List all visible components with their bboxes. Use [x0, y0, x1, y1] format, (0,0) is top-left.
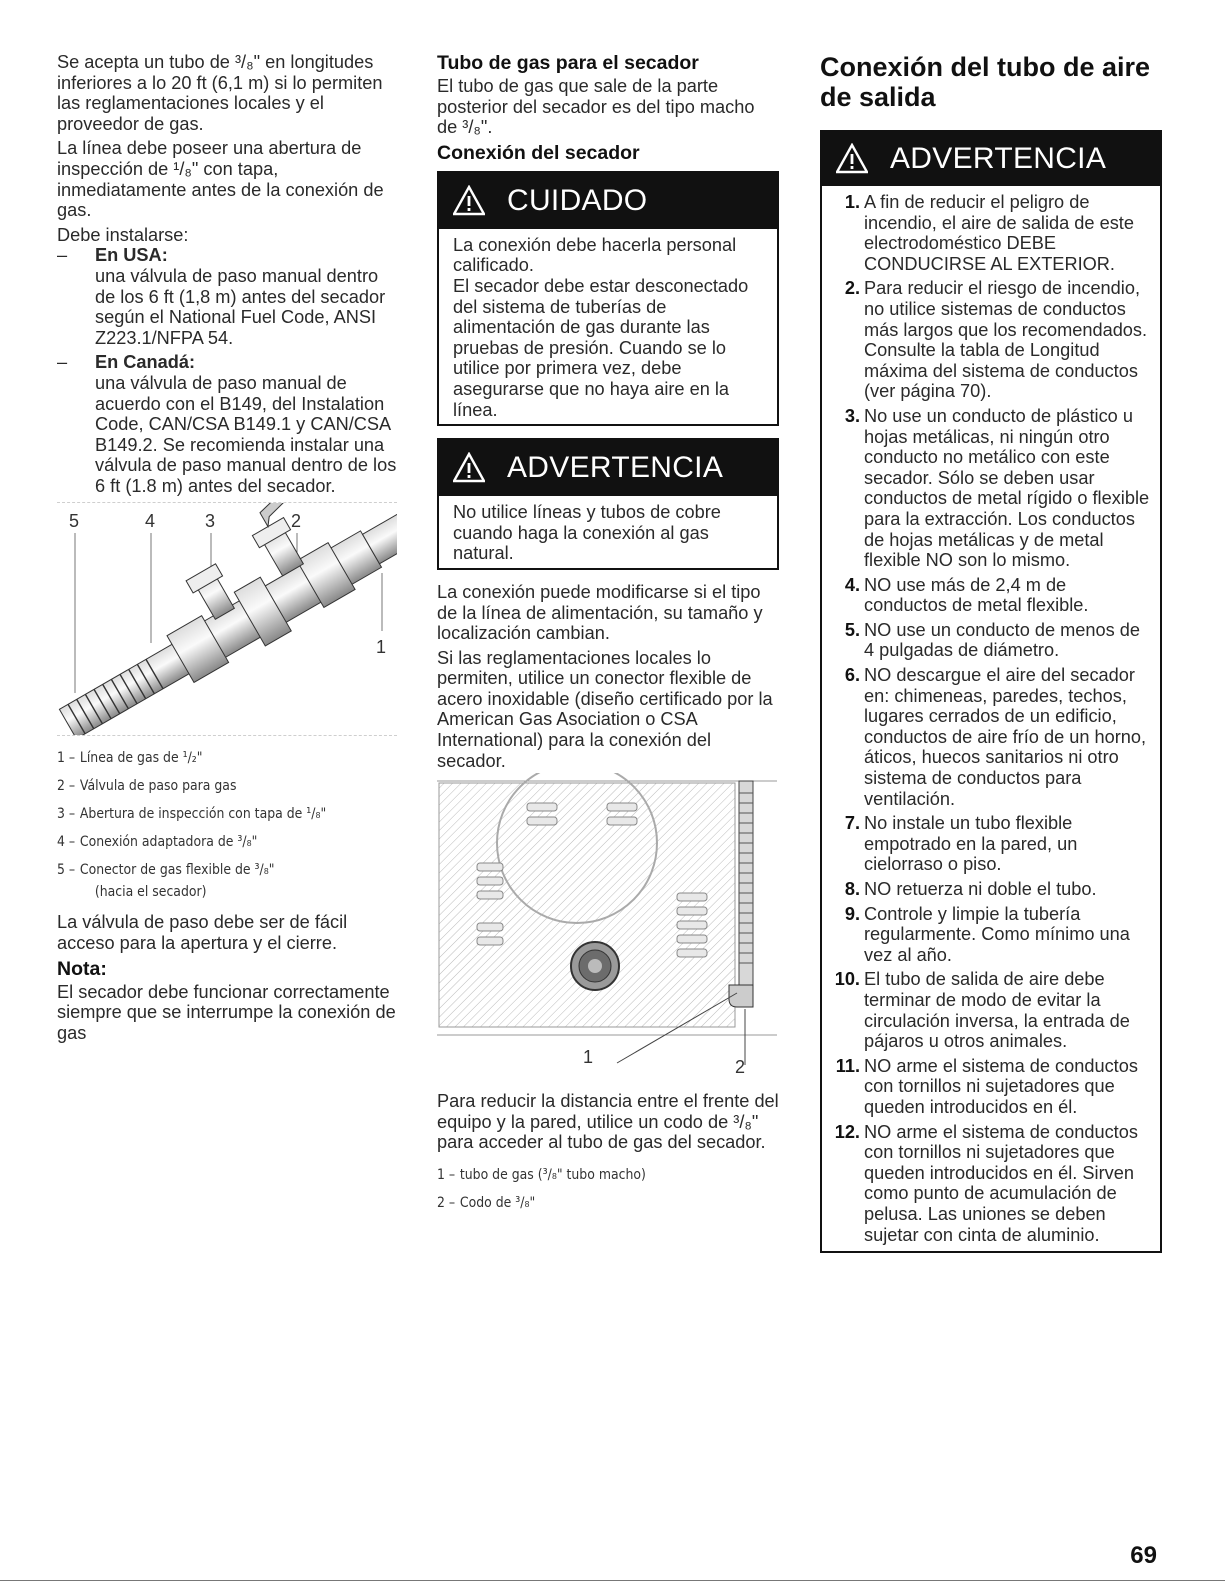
caution-header [439, 173, 777, 229]
list-item: 8. NO retuerza ni doble el tubo. [844, 879, 1097, 899]
dash-bullet: – [57, 245, 68, 266]
caption-item: 2 – Codo de ³/₈" [437, 1195, 536, 1212]
warning-body [439, 496, 777, 568]
paragraph-inspection-opening: La línea debe poseer una abertura de inspección de ¹/₈" con tapa, inmediatamente antes de la conexión de gas. [57, 138, 384, 221]
usa-text: una válvula de paso manual dentro de los 6 ft (1,8 m) antes del secador según el National Fuel Code, ANSI Z223.1/NFPA 54. [95, 265, 386, 348]
callout-1: 1 [376, 637, 387, 658]
paragraph-dryer-gas-tube: El tubo de gas que sale de la parte posterior del secador es del tipo macho de ³/₈". [437, 76, 755, 138]
list-item: 10. El tubo de salida de aire debe terminar de modo de evitar la circulación inversa, la entrada de pájaros u otros animales. [834, 969, 1130, 1052]
caption-item: 2 – Válvula de paso para gas [57, 778, 237, 795]
callout-2: 2 [291, 511, 302, 532]
warning-title: ADVERTENCIA [890, 142, 1107, 175]
list-item: 1. A fin de reducir el peligro de incendio, el aire de salida de este electrodoméstico DEBE CONDUCIRSE AL EXTERIOR. [844, 192, 1134, 274]
paragraph-valve-access: La válvula de paso debe ser de fácil acceso para la apertura y el cierre. [57, 912, 348, 954]
paragraph-elbow: Para reducir la distancia entre el frente del equipo y la pared, utilice un codo de ³/₈" para acceder al tubo de gas del secador. [437, 1091, 779, 1153]
list-item-canada [57, 352, 397, 496]
caution-title: CUIDADO [507, 183, 648, 217]
caption-item: 1 – Línea de gas de ¹/₂" [57, 750, 203, 767]
caption-item: 5 – Conector de gas flexible de ³/₈" [57, 862, 275, 879]
list-item-usa [57, 245, 397, 348]
note-text: El secador debe funcionar correctamente siempre que se interrumpe la conexión de gas [57, 981, 396, 1043]
dryer-back-figure [437, 773, 777, 1073]
figure-captions [57, 748, 397, 902]
note-heading: Nota: [57, 957, 107, 980]
right-column [820, 52, 1162, 1265]
list-item: 2. Para reducir el riesgo de incendio, no utilice sistemas de conductos más largos que los recomendados. Consulte la tabla de Longitud máxima del sistema de conductos (ver página 70). [844, 278, 1148, 402]
callout-5: 5 [69, 511, 80, 532]
callout-3: 3 [205, 511, 216, 532]
paragraph-flexible-connector: Si las reglamentaciones locales lo permiten, utilice un conector flexible de acero inoxidable (diseño certificado por la American Gas Asociation o CSA International) para la conexión del secador. [437, 647, 773, 771]
paragraph-connection-change: La conexión puede modificarse si el tipo de la línea de alimentación, su tamaño y localización cambian. [437, 581, 763, 644]
usa-label: En USA: [95, 245, 168, 266]
warning-triangle-icon [453, 452, 485, 484]
list-item: 5. NO use un conducto de menos de 4 pulgadas de diámetro. [844, 619, 1141, 661]
warning-text: No utilice líneas y tubos de cobre cuando haga la conexión al gas natural. [453, 502, 721, 564]
caution-box [437, 171, 779, 426]
warning-header [439, 440, 777, 496]
gas-valve-figure [57, 502, 397, 736]
left-column [57, 52, 397, 1043]
paragraph-tube-length: Se acepta un tubo de ³/₈" en longitudes inferiores a lo 20 ft (6,1 m) si lo permiten las reglamentaciones locales y el proveedor de gas. [57, 52, 383, 134]
caption-item: 3 – Abertura de inspección con tapa de ¹/₈" [57, 806, 327, 823]
warning-header [822, 132, 1160, 186]
footer-rule [0, 1580, 1225, 1581]
list-item: 6. NO descargue el aire del secador en: chimeneas, paredes, techos, lugares cerrados de un edificio, conductos de aire frío de un horno, áticos, huecos sanitarios ni otro sistema de conductos para ventilación. [844, 665, 1147, 809]
heading-dryer-connection: Conexión del secador [437, 141, 640, 164]
caution-text-1: La conexión debe hacerla personal calificado. [453, 234, 737, 276]
heading-dryer-gas-tube: Tubo de gas para el secador [437, 52, 699, 74]
gas-valve-illustration [57, 503, 397, 735]
list-item: 7. No instale un tubo flexible empotrado en la pared, un cielorraso o piso. [844, 813, 1078, 875]
warning-triangle-icon [836, 143, 868, 175]
paragraph-must-install: Debe instalarse: [57, 224, 189, 245]
canada-text: una válvula de paso manual de acuerdo con el B149, del Instalation Code, CAN/CSA B149.1 y CAN/CSA B149.2. Se recomienda instalar una válvula de paso manual dentro de los 6 ft (1.8 m) antes del secador. [95, 372, 397, 496]
callout-1: 1 [583, 1047, 594, 1068]
page-number: 69 [1130, 1542, 1157, 1569]
caution-body [439, 229, 777, 424]
warning-box-exhaust [820, 130, 1162, 1253]
warning-box-copper [437, 438, 779, 570]
callout-4: 4 [145, 511, 156, 532]
list-item: 3. No use un conducto de plástico u hojas metálicas, ni ningún otro conducto no metálico con este secador. Sólo se deben usar conductos de metal rígido o flexible para la extracción. Los conductos de hojas metálicas y de metal flexible NO son lo mismo. [844, 405, 1150, 571]
figure-captions [437, 1165, 779, 1213]
list-item: 4. NO use más de 2,4 m de conductos de metal flexible. [844, 574, 1089, 616]
dryer-back-illustration [437, 773, 777, 1073]
caption-item: 4 – Conexión adaptadora de ³/₈" [57, 834, 258, 851]
list-item: 9. Controle y limpie la tubería regularmente. Como mínimo una vez al año. [844, 903, 1130, 965]
callout-2: 2 [735, 1057, 746, 1074]
warning-triangle-icon [453, 185, 485, 217]
warning-title: ADVERTENCIA [507, 451, 724, 485]
caption-item: (hacia el secador) [94, 884, 207, 901]
dash-bullet: – [57, 352, 68, 373]
warning-list [822, 186, 1160, 1251]
list-item: 12. NO arme el sistema de conductos con tornillos ni sujetadores que queden introducidos en él. Sirven como punto de acumulación de pelusa. Las uniones se deben sujetar con cinta de aluminio. [834, 1121, 1138, 1245]
canada-label: En Canadá: [95, 352, 196, 373]
caption-item: 1 – tubo de gas (³/₈" tubo macho) [437, 1167, 646, 1184]
list-item: 11. NO arme el sistema de conductos con tornillos ni sujetadores que queden introducidos en él. [835, 1055, 1138, 1117]
section-heading: Conexión del tubo de aire de salida [820, 52, 1151, 112]
middle-column [437, 52, 779, 1213]
caution-text-2: El secador debe estar desconectado del sistema de tuberías de alimentación de gas durante las pruebas de presión. Cuando se lo utilice por primera vez, debe asegurarse que no haya aire en la línea. [453, 275, 749, 420]
